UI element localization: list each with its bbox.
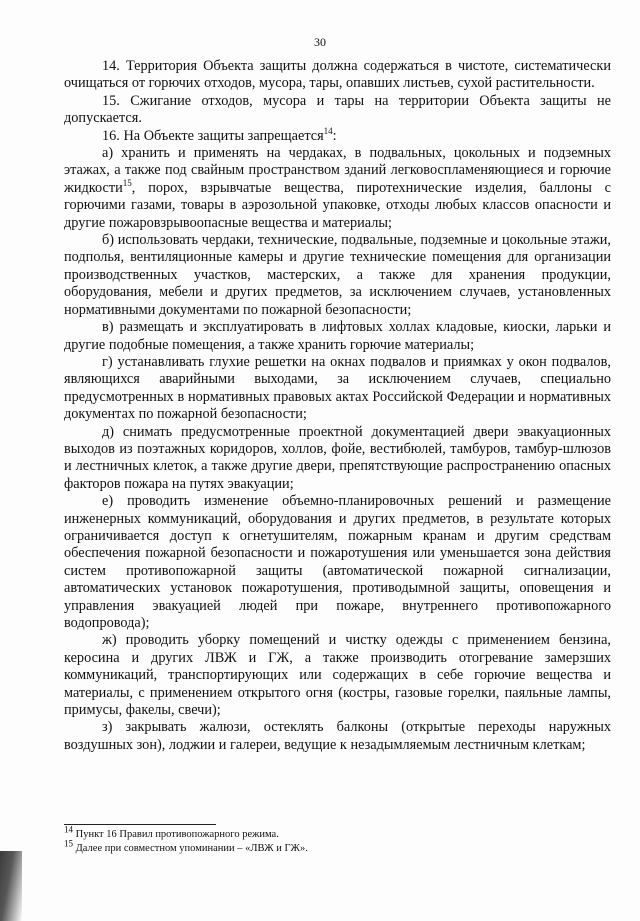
subitem-zh	[64, 632, 611, 719]
paragraph-14	[64, 58, 611, 93]
paragraph-text: е) проводить изменение объемно-планировочных решений и размещение инженерных коммуникаций, оборудования и других предметов, в результате которых ограничивается доступ к огнетушителям, пожарным кранам и другим средствам обеспечения пожарной безопасности и пожаротушения или уменьшается зона действия систем противопожарной защиты (автоматической пожарной сигнализации, автоматических установок пожаротушения, противодымной защиты, оповещения и управления эвакуацией людей при пожаре, внутреннего противопожарного водопровода);	[64, 493, 611, 631]
footnote-mark: 15	[64, 838, 73, 849]
paragraph-text: г) устанавливать глухие решетки на окнах подвалов и приямках у окон подвалов, являющихся аварийными выходами, за исключением случаев, специально предусмотренных в нормативных правовых актах Российской Федерации и нормативных документах по пожарной безопасности;	[64, 353, 611, 423]
subitem-v	[64, 319, 611, 354]
document-body	[64, 58, 611, 754]
footnote-mark: 14	[64, 824, 73, 835]
subitem-d	[64, 424, 611, 494]
paragraph-text: 16. На Объекте защиты запрещается	[102, 127, 324, 144]
subitem-b	[64, 232, 611, 319]
paragraph-text: а) хранить и применять на чердаках, в подвальных, цокольных и подземных этажах, а также под свайным пространством зданий легковоспламеняющиеся и горючие жидкости	[64, 145, 611, 196]
scan-shadow	[0, 851, 22, 921]
subitem-e	[64, 493, 611, 632]
paragraph-text: 14. Территория Объекта защиты должна содержаться в чистоте, систематически очищаться от горючих отходов, мусора, тары, опавших листьев, сухой растительности.	[64, 58, 611, 92]
footnote-divider	[64, 824, 216, 825]
paragraph-text-tail: :	[332, 127, 337, 144]
subitem-g	[64, 354, 611, 424]
paragraph-text: 15. Сжигание отходов, мусора и тары на территории Объекта защиты не допускается.	[64, 92, 611, 127]
footnote-ref-14[interactable]: 14	[323, 125, 333, 136]
footnotes	[64, 824, 611, 856]
subitem-a	[64, 145, 611, 232]
paragraph-text: д) снимать предусмотренные проектной документацией двери эвакуационных выходов из поэтажных коридоров, холлов, фойе, вестибюлей, тамбуров, тамбур-шлюзов и лестничных клеток, а также другие двери, препятствующие распространению опасных факторов пожара на путях эвакуации;	[64, 423, 611, 492]
subitem-z	[64, 719, 611, 754]
paragraph-16	[64, 125, 611, 145]
paragraph-text: б) использовать чердаки, технические, подвальные, подземные и цокольные этажи, подполья, вентиляционные камеры и другие технические помещения для организации производственных участков, мастерских, а также для хранения продукции, оборудования, мебели и других предметов, за исключением случаев, установленных нормативными документами по пожарной безопасности;	[64, 232, 611, 318]
paragraph-text: з) закрывать жалюзи, остеклять балконы (открытые переходы наружных воздушных зон), лоджии и галереи, ведущие к незадымляемым лестничным клеткам;	[64, 719, 611, 753]
paragraph-text-tail: , порох, взрывчатые вещества, пиротехнические изделия, баллоны с горючими газами, товары в аэрозольной упаковке, отходы любых классов опасности и другие пожаровзрывоопасные вещества и материалы;	[64, 179, 611, 231]
footnote-ref-15[interactable]: 15	[122, 178, 132, 189]
page-number: 30	[314, 35, 326, 49]
footnote-15	[64, 838, 611, 856]
footnote-14	[64, 824, 611, 842]
footnote-text: Далее при совместном упоминании – «ЛВЖ и ГЖ».	[73, 843, 308, 854]
paragraph-text: ж) проводить уборку помещений и чистку одежды с применением бензина, керосина и других ЛВЖ и ГЖ, а также производить отогревание замерзших коммуникаций, транспортирующих или содержащих в себе горючие вещества и материалы, с применением открытого огня (костры, газовые горелки, паяльные лампы, примусы, факелы, свечи);	[64, 632, 611, 719]
paragraph-15	[64, 93, 611, 128]
paragraph-text: в) размещать и эксплуатировать в лифтовых холлах кладовые, киоски, ларьки и другие подобные помещения, а также хранить горючие материалы;	[64, 319, 611, 353]
footnote-text: Пункт 16 Правил противопожарного режима.	[73, 829, 279, 840]
